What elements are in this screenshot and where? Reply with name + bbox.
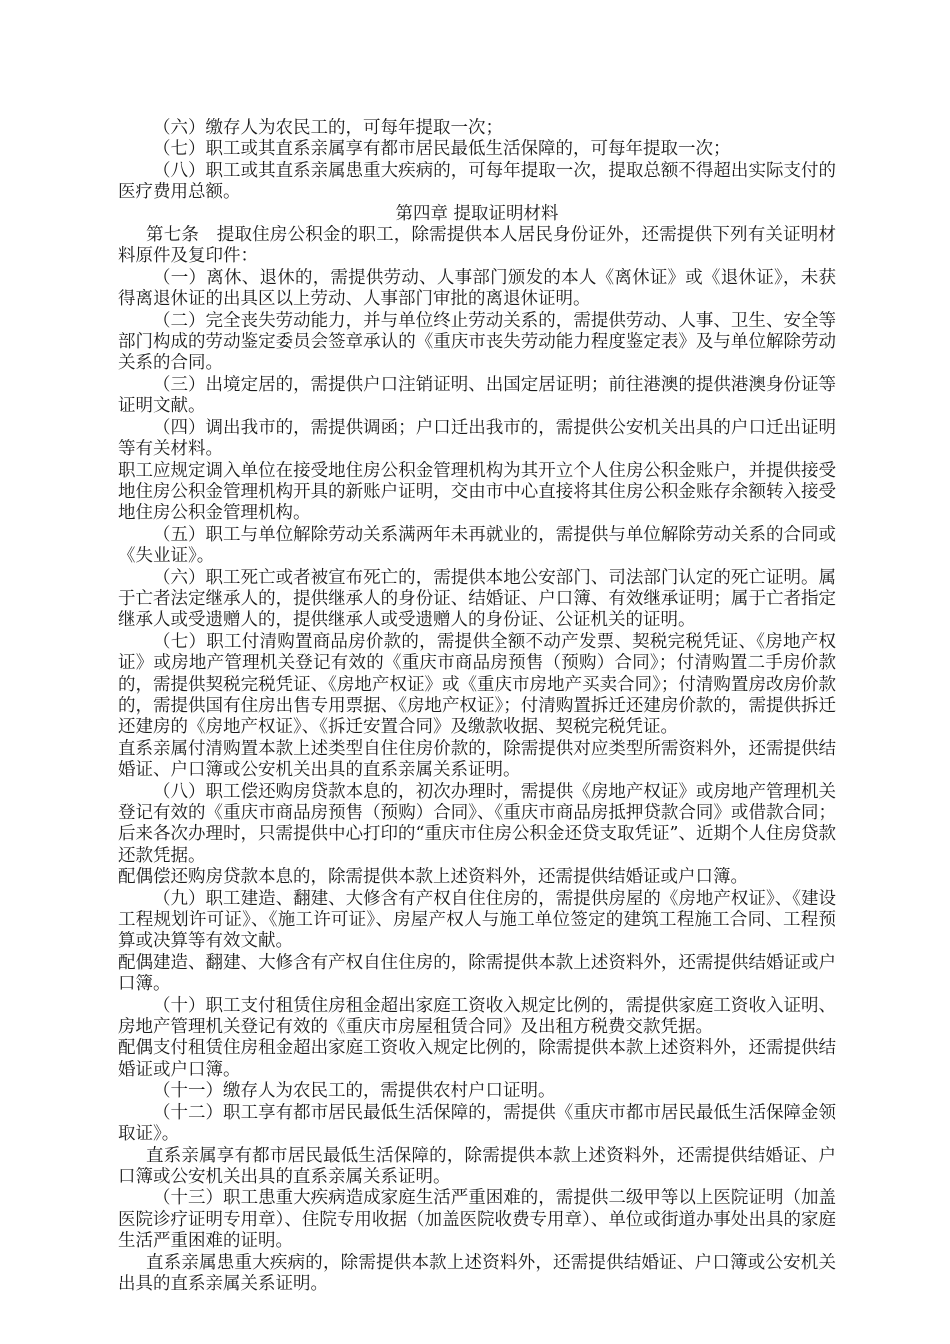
paragraph: 配偶支付租赁住房租金超出家庭工资收入规定比例的，除需提供本款上述资料外，还需提供结婚证或户口簿。 [118, 1038, 836, 1080]
chapter-title: 第四章 提取证明材料 [395, 203, 559, 224]
paragraph: （七）职工或其直系亲属享有都市居民最低生活保障的，可每年提取一次； [153, 139, 731, 160]
paragraph: （十三）职工患重大疾病造成家庭生活严重困难的，需提供二级甲等以上医院证明（加盖医院诊疗证明专用章）、住院专用收据（加盖医院收费专用章）、单位或街道办事处出具的家庭生活严重困难的证明。 [118, 1188, 836, 1252]
paragraph: （九）职工建造、翻建、大修含有产权自住住房的，需提供房屋的《房地产权证》、《建设工程规划许可证》、《施工许可证》、房屋产权人与施工单位签定的建筑工程施工合同、工程预算或决算等有效文献。 [118, 888, 836, 952]
paragraph: 直系亲属患重大疾病的，除需提供本款上述资料外，还需提供结婚证、户口簿或公安机关出具的直系亲属关系证明。 [118, 1252, 836, 1294]
paragraph: （二）完全丧失劳动能力，并与单位终止劳动关系的，需提供劳动、人事、卫生、安全等部门构成的劳动鉴定委员会签章承认的《重庆市丧失劳动能力程度鉴定表》及与单位解除劳动关系的合同。 [118, 310, 836, 374]
document-page [118, 118, 836, 1295]
paragraph: 配偶偿还购房贷款本息的，除需提供本款上述资料外，还需提供结婚证或户口簿。 [118, 867, 748, 888]
paragraph: 直系亲属享有都市居民最低生活保障的，除需提供本款上述资料外，还需提供结婚证、户口簿或公安机关出具的直系亲属关系证明。 [118, 1145, 836, 1187]
paragraph: （八）职工偿还购房贷款本息的，初次办理时，需提供《房地产权证》或房地产管理机关登记有效的《重庆市商品房预售（预购）合同》、《重庆市商品房抵押贷款合同》或借款合同；后来各次办理时，只需提供中心打印的“重庆市住房公积金还贷支取凭证”、近期个人住房贷款还款凭据。 [118, 781, 836, 866]
paragraph: （三）出境定居的，需提供户口注销证明、出国定居证明；前往港澳的提供港澳身份证等证明文献。 [118, 374, 836, 417]
paragraph: （四）调出我市的，需提供调函；户口迁出我市的，需提供公安机关出具的户口迁出证明等有关材料。 [118, 417, 836, 460]
paragraph: （十）职工支付租赁住房租金超出家庭工资收入规定比例的，需提供家庭工资收入证明、房地产管理机关登记有效的《重庆市房屋租赁合同》及出租方税费交款凭据。 [118, 995, 836, 1038]
paragraph: （六）缴存人为农民工的，可每年提取一次； [153, 118, 503, 138]
paragraph: （七）职工付清购置商品房价款的，需提供全额不动产发票、契税完税凭证、《房地产权证》或房地产管理机关登记有效的《重庆市商品房预售（预购）合同》；付清购置二手房价款的，需提供契税完税凭证、《房地产权证》或《重庆市房地产买卖合同》；付清购置房改房价款的，需提供国有住房出售专用票据、《房地产权证》；付清购置拆迁还建房价款的，需提供拆迁还建房的《房地产权证》、《拆迁安置合同》及缴款收据、契税完税凭证。 [118, 631, 836, 738]
paragraph: （八）职工或其直系亲属患重大疾病的，可每年提取一次，提取总额不得超出实际支付的医疗费用总额。 [118, 160, 836, 203]
paragraph: （一）离休、退休的，需提供劳动、人事部门颁发的本人《离休证》或《退休证》，未获得离退休证的出具区以上劳动、人事部门审批的离退休证明。 [118, 267, 836, 310]
paragraph: （六）职工死亡或者被宣布死亡的，需提供本地公安部门、司法部门认定的死亡证明。属于亡者法定继承人的，提供继承人的身份证、结婚证、户口簿、有效继承证明；属于亡者指定继承人或受遗赠人的，提供继承人或受遗赠人的身份证、公证机关的证明。 [118, 567, 836, 631]
paragraph: （十二）职工享有都市居民最低生活保障的，需提供《重庆市都市居民最低生活保障金领取证》。 [118, 1102, 836, 1145]
paragraph: （五）职工与单位解除劳动关系满两年未再就业的，需提供与单位解除劳动关系的合同或《失业证》。 [118, 524, 836, 567]
paragraph: 直系亲属付清购置本款上述类型自住住房价款的，除需提供对应类型所需资料外，还需提供结婚证、户口簿或公安机关出具的直系亲属关系证明。 [118, 738, 836, 781]
paragraph: （十一）缴存人为农民工的，需提供农村户口证明。 [153, 1081, 556, 1102]
paragraph: 第七条 提取住房公积金的职工，除需提供本人居民身份证外，还需提供下列有关证明材料原件及复印件： [118, 225, 836, 267]
paragraph: 职工应规定调入单位在接受地住房公积金管理机构为其开立个人住房公积金账户，并提供接受地住房公积金管理机构开具的新账户证明，交由市中心直接将其住房公积金账存余额转入接受地住房公积金管理机构。 [118, 460, 836, 524]
paragraph: 配偶建造、翻建、大修含有产权自住住房的，除需提供本款上述资料外，还需提供结婚证或户口簿。 [118, 952, 836, 995]
